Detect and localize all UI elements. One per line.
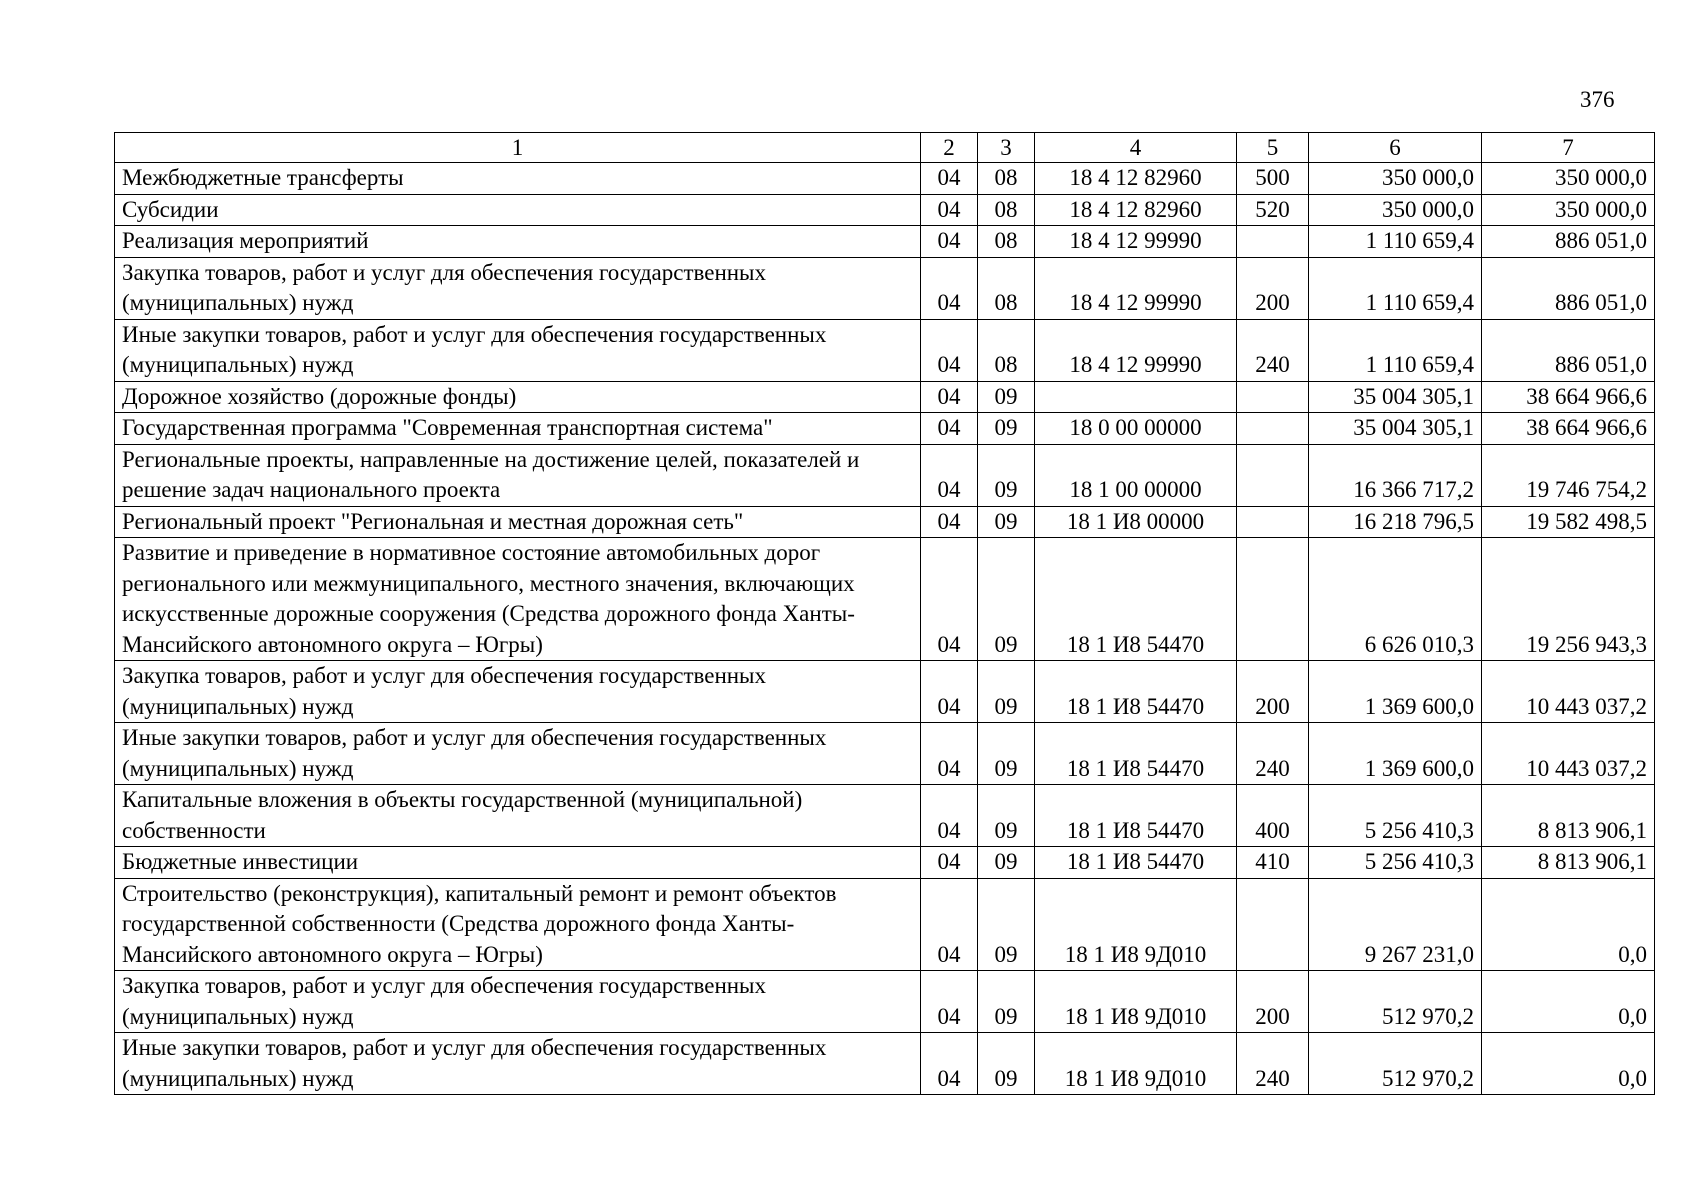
table-row (115, 226, 1655, 258)
table-row (115, 1033, 1655, 1095)
table-row (115, 257, 1655, 319)
amount-year2-cell: 350 000,0 (1482, 163, 1655, 195)
amount-year2-cell: 886 051,0 (1482, 226, 1655, 258)
amount-year1-cell: 9 267 231,0 (1309, 878, 1482, 971)
amount-year1-cell: 16 366 717,2 (1309, 444, 1482, 506)
row-name-cell: Дорожное хозяйство (дорожные фонды) (115, 381, 921, 413)
expense-type-cell: 200 (1237, 971, 1309, 1033)
section-code-cell: 04 (921, 257, 978, 319)
table-row (115, 163, 1655, 195)
section-code-cell: 04 (921, 878, 978, 971)
subsection-code-cell: 09 (978, 506, 1035, 538)
budget-table (114, 132, 1655, 1095)
amount-year2-cell: 886 051,0 (1482, 257, 1655, 319)
page-number: 376 (1580, 87, 1615, 112)
column-header: 5 (1237, 133, 1309, 163)
row-name-cell: Капитальные вложения в объекты государственной (муниципальной) собственности (115, 785, 921, 847)
amount-year2-cell: 8 813 906,1 (1482, 785, 1655, 847)
amount-year2-cell: 19 582 498,5 (1482, 506, 1655, 538)
section-code-cell: 04 (921, 194, 978, 226)
expense-type-cell (1237, 506, 1309, 538)
section-code-cell: 04 (921, 226, 978, 258)
subsection-code-cell: 08 (978, 194, 1035, 226)
subsection-code-cell: 09 (978, 381, 1035, 413)
expense-type-cell: 400 (1237, 785, 1309, 847)
amount-year1-cell: 1 110 659,4 (1309, 257, 1482, 319)
amount-year1-cell: 35 004 305,1 (1309, 381, 1482, 413)
amount-year1-cell: 5 256 410,3 (1309, 847, 1482, 879)
expense-type-cell: 240 (1237, 319, 1309, 381)
column-header: 6 (1309, 133, 1482, 163)
table-row (115, 878, 1655, 971)
amount-year1-cell: 5 256 410,3 (1309, 785, 1482, 847)
expense-type-cell: 410 (1237, 847, 1309, 879)
column-header: 1 (115, 133, 921, 163)
section-code-cell: 04 (921, 971, 978, 1033)
section-code-cell: 04 (921, 319, 978, 381)
amount-year2-cell: 8 813 906,1 (1482, 847, 1655, 879)
amount-year1-cell: 512 970,2 (1309, 971, 1482, 1033)
target-article-cell: 18 1 И8 9Д010 (1035, 878, 1237, 971)
table-header-row (115, 133, 1655, 163)
section-code-cell: 04 (921, 444, 978, 506)
row-name-cell: Иные закупки товаров, работ и услуг для обеспечения государственных (муниципальных) нужд (115, 319, 921, 381)
amount-year2-cell: 10 443 037,2 (1482, 723, 1655, 785)
expense-type-cell: 200 (1237, 661, 1309, 723)
amount-year2-cell: 38 664 966,6 (1482, 381, 1655, 413)
table-row (115, 971, 1655, 1033)
table-row (115, 723, 1655, 785)
amount-year1-cell: 16 218 796,5 (1309, 506, 1482, 538)
row-name-cell: Региональные проекты, направленные на достижение целей, показателей и решение задач национального проекта (115, 444, 921, 506)
row-name-cell: Закупка товаров, работ и услуг для обеспечения государственных (муниципальных) нужд (115, 661, 921, 723)
expense-type-cell (1237, 538, 1309, 661)
amount-year1-cell: 350 000,0 (1309, 163, 1482, 195)
section-code-cell: 04 (921, 723, 978, 785)
target-article-cell: 18 0 00 00000 (1035, 413, 1237, 445)
table-row (115, 194, 1655, 226)
target-article-cell: 18 1 00 00000 (1035, 444, 1237, 506)
expense-type-cell: 500 (1237, 163, 1309, 195)
section-code-cell: 04 (921, 163, 978, 195)
subsection-code-cell: 09 (978, 413, 1035, 445)
expense-type-cell: 520 (1237, 194, 1309, 226)
expense-type-cell (1237, 413, 1309, 445)
subsection-code-cell: 08 (978, 163, 1035, 195)
target-article-cell: 18 1 И8 54470 (1035, 847, 1237, 879)
section-code-cell: 04 (921, 847, 978, 879)
amount-year1-cell: 1 369 600,0 (1309, 661, 1482, 723)
table-row (115, 847, 1655, 879)
row-name-cell: Государственная программа "Современная транспортная система" (115, 413, 921, 445)
row-name-cell: Межбюджетные трансферты (115, 163, 921, 195)
row-name-cell: Бюджетные инвестиции (115, 847, 921, 879)
target-article-cell: 18 4 12 82960 (1035, 163, 1237, 195)
table-row (115, 413, 1655, 445)
section-code-cell: 04 (921, 1033, 978, 1095)
subsection-code-cell: 09 (978, 538, 1035, 661)
row-name-cell: Развитие и приведение в нормативное состояние автомобильных дорог регионального или межмуниципального, местного значения, включающих искусственные дорожные сооружения (Средства дорожного фонда Ханты-Мансийского автономного округа – Югры) (115, 538, 921, 661)
section-code-cell: 04 (921, 413, 978, 445)
section-code-cell: 04 (921, 785, 978, 847)
amount-year2-cell: 19 746 754,2 (1482, 444, 1655, 506)
amount-year2-cell: 0,0 (1482, 1033, 1655, 1095)
section-code-cell: 04 (921, 381, 978, 413)
expense-type-cell (1237, 878, 1309, 971)
subsection-code-cell: 08 (978, 319, 1035, 381)
subsection-code-cell: 09 (978, 878, 1035, 971)
table-row (115, 661, 1655, 723)
target-article-cell: 18 1 И8 9Д010 (1035, 971, 1237, 1033)
target-article-cell: 18 4 12 82960 (1035, 194, 1237, 226)
amount-year2-cell: 38 664 966,6 (1482, 413, 1655, 445)
expense-type-cell: 200 (1237, 257, 1309, 319)
subsection-code-cell: 09 (978, 847, 1035, 879)
subsection-code-cell: 08 (978, 257, 1035, 319)
subsection-code-cell: 09 (978, 723, 1035, 785)
row-name-cell: Иные закупки товаров, работ и услуг для обеспечения государственных (муниципальных) нужд (115, 1033, 921, 1095)
section-code-cell: 04 (921, 506, 978, 538)
table-row (115, 381, 1655, 413)
expense-type-cell (1237, 226, 1309, 258)
column-header: 4 (1035, 133, 1237, 163)
expense-type-cell: 240 (1237, 1033, 1309, 1095)
row-name-cell: Закупка товаров, работ и услуг для обеспечения государственных (муниципальных) нужд (115, 257, 921, 319)
amount-year1-cell: 1 369 600,0 (1309, 723, 1482, 785)
expense-type-cell (1237, 444, 1309, 506)
amount-year1-cell: 512 970,2 (1309, 1033, 1482, 1095)
table-row (115, 444, 1655, 506)
amount-year1-cell: 350 000,0 (1309, 194, 1482, 226)
subsection-code-cell: 09 (978, 785, 1035, 847)
target-article-cell: 18 4 12 99990 (1035, 226, 1237, 258)
expense-type-cell (1237, 381, 1309, 413)
row-name-cell: Реализация мероприятий (115, 226, 921, 258)
section-code-cell: 04 (921, 661, 978, 723)
subsection-code-cell: 09 (978, 971, 1035, 1033)
subsection-code-cell: 08 (978, 226, 1035, 258)
column-header: 7 (1482, 133, 1655, 163)
amount-year2-cell: 886 051,0 (1482, 319, 1655, 381)
amount-year2-cell: 0,0 (1482, 878, 1655, 971)
amount-year1-cell: 35 004 305,1 (1309, 413, 1482, 445)
section-code-cell: 04 (921, 538, 978, 661)
amount-year1-cell: 1 110 659,4 (1309, 226, 1482, 258)
amount-year1-cell: 1 110 659,4 (1309, 319, 1482, 381)
column-header: 2 (921, 133, 978, 163)
table-row (115, 506, 1655, 538)
amount-year2-cell: 19 256 943,3 (1482, 538, 1655, 661)
row-name-cell: Субсидии (115, 194, 921, 226)
amount-year2-cell: 350 000,0 (1482, 194, 1655, 226)
amount-year1-cell: 6 626 010,3 (1309, 538, 1482, 661)
target-article-cell: 18 4 12 99990 (1035, 257, 1237, 319)
row-name-cell: Иные закупки товаров, работ и услуг для обеспечения государственных (муниципальных) нужд (115, 723, 921, 785)
target-article-cell (1035, 381, 1237, 413)
row-name-cell: Региональный проект "Региональная и местная дорожная сеть" (115, 506, 921, 538)
target-article-cell: 18 1 И8 00000 (1035, 506, 1237, 538)
expense-type-cell: 240 (1237, 723, 1309, 785)
target-article-cell: 18 1 И8 54470 (1035, 661, 1237, 723)
target-article-cell: 18 1 И8 54470 (1035, 538, 1237, 661)
subsection-code-cell: 09 (978, 661, 1035, 723)
subsection-code-cell: 09 (978, 444, 1035, 506)
table-row (115, 538, 1655, 661)
target-article-cell: 18 4 12 99990 (1035, 319, 1237, 381)
row-name-cell: Строительство (реконструкция), капитальный ремонт и ремонт объектов государственной собственности (Средства дорожного фонда Ханты-Мансийского автономного округа – Югры) (115, 878, 921, 971)
subsection-code-cell: 09 (978, 1033, 1035, 1095)
row-name-cell: Закупка товаров, работ и услуг для обеспечения государственных (муниципальных) нужд (115, 971, 921, 1033)
table-row (115, 319, 1655, 381)
target-article-cell: 18 1 И8 54470 (1035, 785, 1237, 847)
target-article-cell: 18 1 И8 9Д010 (1035, 1033, 1237, 1095)
column-header: 3 (978, 133, 1035, 163)
target-article-cell: 18 1 И8 54470 (1035, 723, 1237, 785)
amount-year2-cell: 10 443 037,2 (1482, 661, 1655, 723)
table-row (115, 785, 1655, 847)
amount-year2-cell: 0,0 (1482, 971, 1655, 1033)
